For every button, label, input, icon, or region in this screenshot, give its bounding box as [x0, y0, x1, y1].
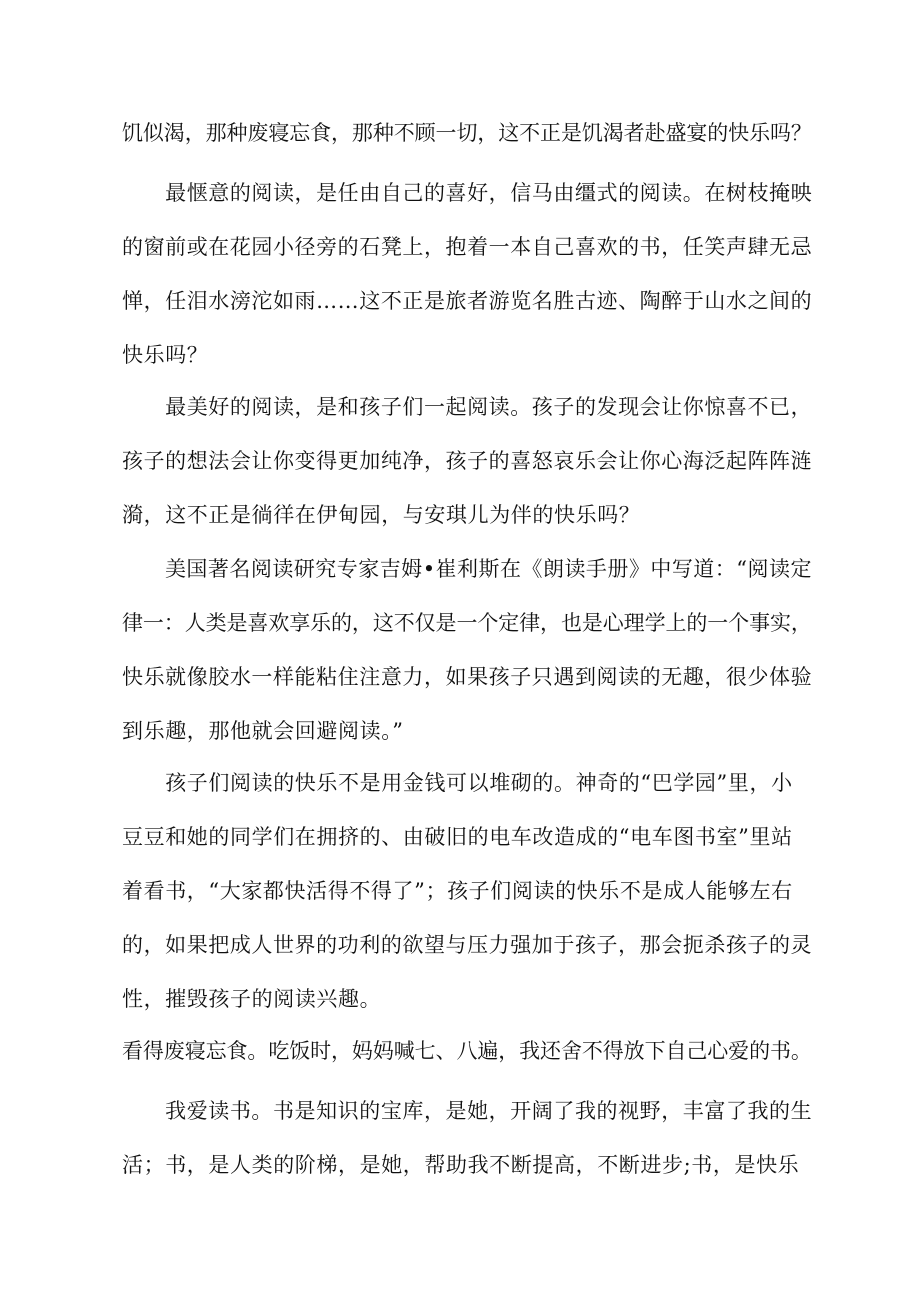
text-line: 最美好的阅读，是和孩子们一起阅读。孩子的发现会让你惊喜不已， — [122, 395, 813, 419]
paragraph-1 — [122, 106, 812, 160]
text-line: 孩子的想法会让你变得更加纯净，孩子的喜怒哀乐会让你心海泛起阵阵涟 — [122, 449, 813, 473]
text-line: 美国著名阅读研究专家吉姆•崔利斯在《朗读手册》中写道：“阅读定 — [122, 557, 812, 581]
paragraph-7 — [122, 1084, 813, 1192]
paragraph-4 — [122, 542, 813, 758]
text-line: 快乐吗？ — [122, 343, 209, 367]
text-line: 到乐趣，那他就会回避阅读。” — [122, 719, 404, 743]
text-line: 的，如果把成人世界的功利的欲望与压力强加于孩子，那会扼杀孩子的灵 — [122, 933, 813, 957]
text-line: 豆豆和她的同学们在拥挤的、由破旧的电车改造成的“电车图书室”里站 — [122, 825, 793, 849]
text-line: 快乐就像胶水一样能粘住注意力，如果孩子只遇到阅读的无趣，很少体验 — [122, 665, 813, 689]
paragraph-6 — [122, 1024, 812, 1078]
text-line: 着看书，“大家都快活得不得了”；孩子们阅读的快乐不是成人能够左右 — [122, 879, 793, 903]
text-line: 漪，这不正是徜徉在伊甸园，与安琪儿为伴的快乐吗？ — [122, 503, 641, 527]
text-line: 活；书，是人类的阶梯，是她，帮助我不断提高，不断进步;书，是快乐 — [122, 1153, 800, 1177]
text-line: 最惬意的阅读，是任由自己的喜好，信马由缰式的阅读。在树枝掩映 — [122, 181, 813, 205]
text-line: 性，摧毁孩子的阅读兴趣。 — [122, 987, 382, 1011]
text-line: 律一：人类是喜欢享乐的，这不仅是一个定律，也是心理学上的一个事实， — [122, 611, 812, 635]
text-line: 饥似渴，那种废寝忘食，那种不顾一切，这不正是饥渴者赴盛宴的快乐吗？ — [122, 121, 812, 145]
text-line: 我爱读书。书是知识的宝库，是她，开阔了我的视野，丰富了我的生 — [122, 1099, 813, 1123]
paragraph-2 — [122, 166, 813, 382]
text-line: 惮，任泪水滂沱如雨……这不正是旅者游览名胜古迹、陶醉于山水之间的 — [122, 289, 813, 313]
text-line: 的窗前或在花园小径旁的石凳上，抱着一本自己喜欢的书，任笑声肆无忌 — [122, 235, 813, 259]
paragraph-3 — [122, 380, 813, 542]
text-line: 看得废寝忘食。吃饭时，妈妈喊七、八遍，我还舍不得放下自己心爱的书。 — [122, 1039, 812, 1063]
paragraph-5 — [122, 756, 813, 1026]
text-line: 孩子们阅读的快乐不是用金钱可以堆砌的。神奇的“巴学园”里，小 — [122, 771, 793, 795]
